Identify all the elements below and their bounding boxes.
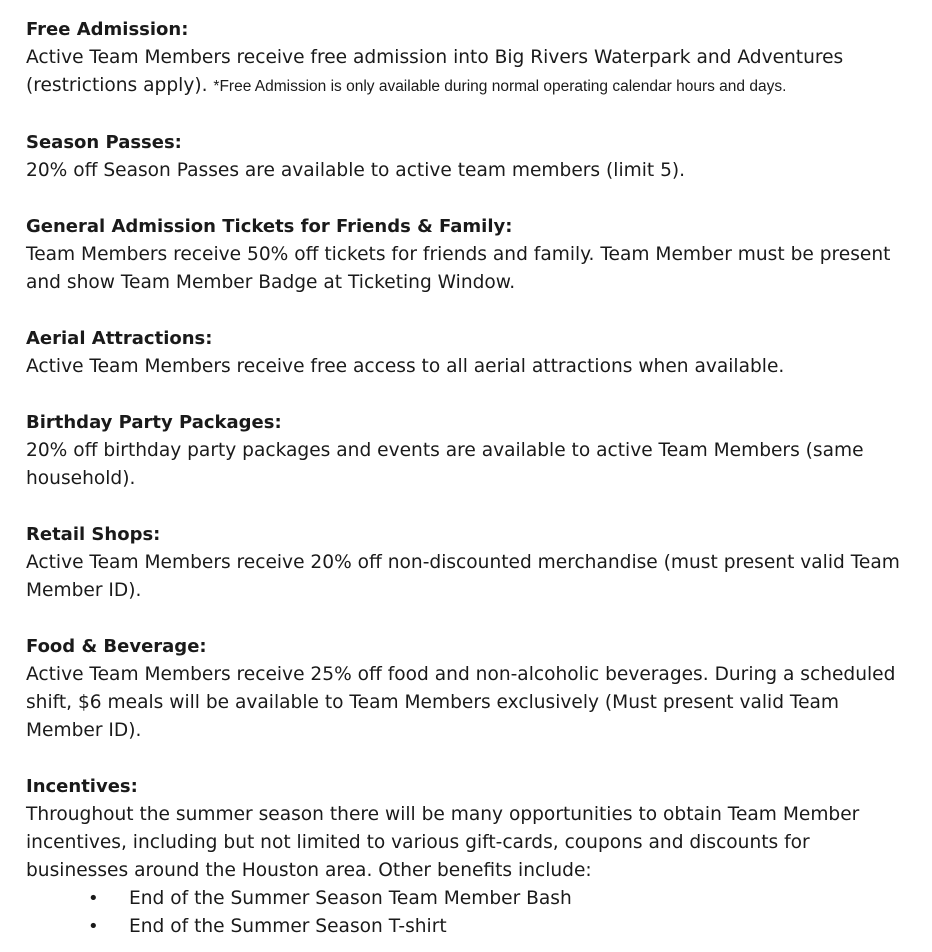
section-free-admission xyxy=(26,16,932,101)
list-item xyxy=(26,885,932,913)
list-item-text: End of the Summer Season Team Member Bash xyxy=(129,888,572,909)
section-heading: Free Admission: xyxy=(26,19,189,40)
section-general-admission xyxy=(26,213,932,297)
list-item-text: End of the Summer Season T-shirt xyxy=(129,916,447,937)
section-heading: Birthday Party Packages: xyxy=(26,412,282,433)
bullet-icon: • xyxy=(88,888,99,909)
section-text xyxy=(26,44,916,101)
list-item xyxy=(26,913,932,941)
section-text: Active Team Members receive free access to all aerial attractions when available. xyxy=(26,356,785,377)
section-birthday-party xyxy=(26,409,932,493)
section-text: Team Members receive 50% off tickets for friends and family. Team Member must be present and show Team Member Badge at Ticketing Window. xyxy=(26,244,891,293)
section-text: 20% off Season Passes are available to active team members (limit 5). xyxy=(26,160,686,181)
section-heading: Season Passes: xyxy=(26,132,182,153)
section-text: Active Team Members receive 25% off food and non-alcoholic beverages. During a scheduled shift, $6 meals will be available to Team Members exclusively (Must present valid Team Member ID). xyxy=(26,664,896,741)
section-heading: General Admission Tickets for Friends & Family: xyxy=(26,216,513,237)
section-heading: Aerial Attractions: xyxy=(26,328,213,349)
section-retail-shops xyxy=(26,521,932,605)
section-body-text: Active Team Members receive free admission into Big Rivers Waterpark and Adventures (restrictions apply). xyxy=(26,47,844,96)
section-season-passes xyxy=(26,129,932,185)
section-incentives xyxy=(26,773,932,941)
section-heading: Food & Beverage: xyxy=(26,636,207,657)
bullet-icon: • xyxy=(88,916,99,937)
section-heading: Incentives: xyxy=(26,776,138,797)
benefits-list xyxy=(26,885,932,941)
section-food-beverage xyxy=(26,633,932,745)
section-text: Throughout the summer season there will be many opportunities to obtain Team Member incentives, including but not limited to various gift-cards, coupons and discounts for businesses around the Houston area. Other benefits include: xyxy=(26,804,860,881)
section-text: Active Team Members receive 20% off non-discounted merchandise (must present valid Team Member ID). xyxy=(26,552,900,601)
section-text: 20% off birthday party packages and events are available to active Team Members (same household). xyxy=(26,440,864,489)
section-aerial-attractions xyxy=(26,325,932,381)
section-footnote: *Free Admission is only available during normal operating calendar hours and days. xyxy=(213,78,787,95)
section-heading: Retail Shops: xyxy=(26,524,161,545)
